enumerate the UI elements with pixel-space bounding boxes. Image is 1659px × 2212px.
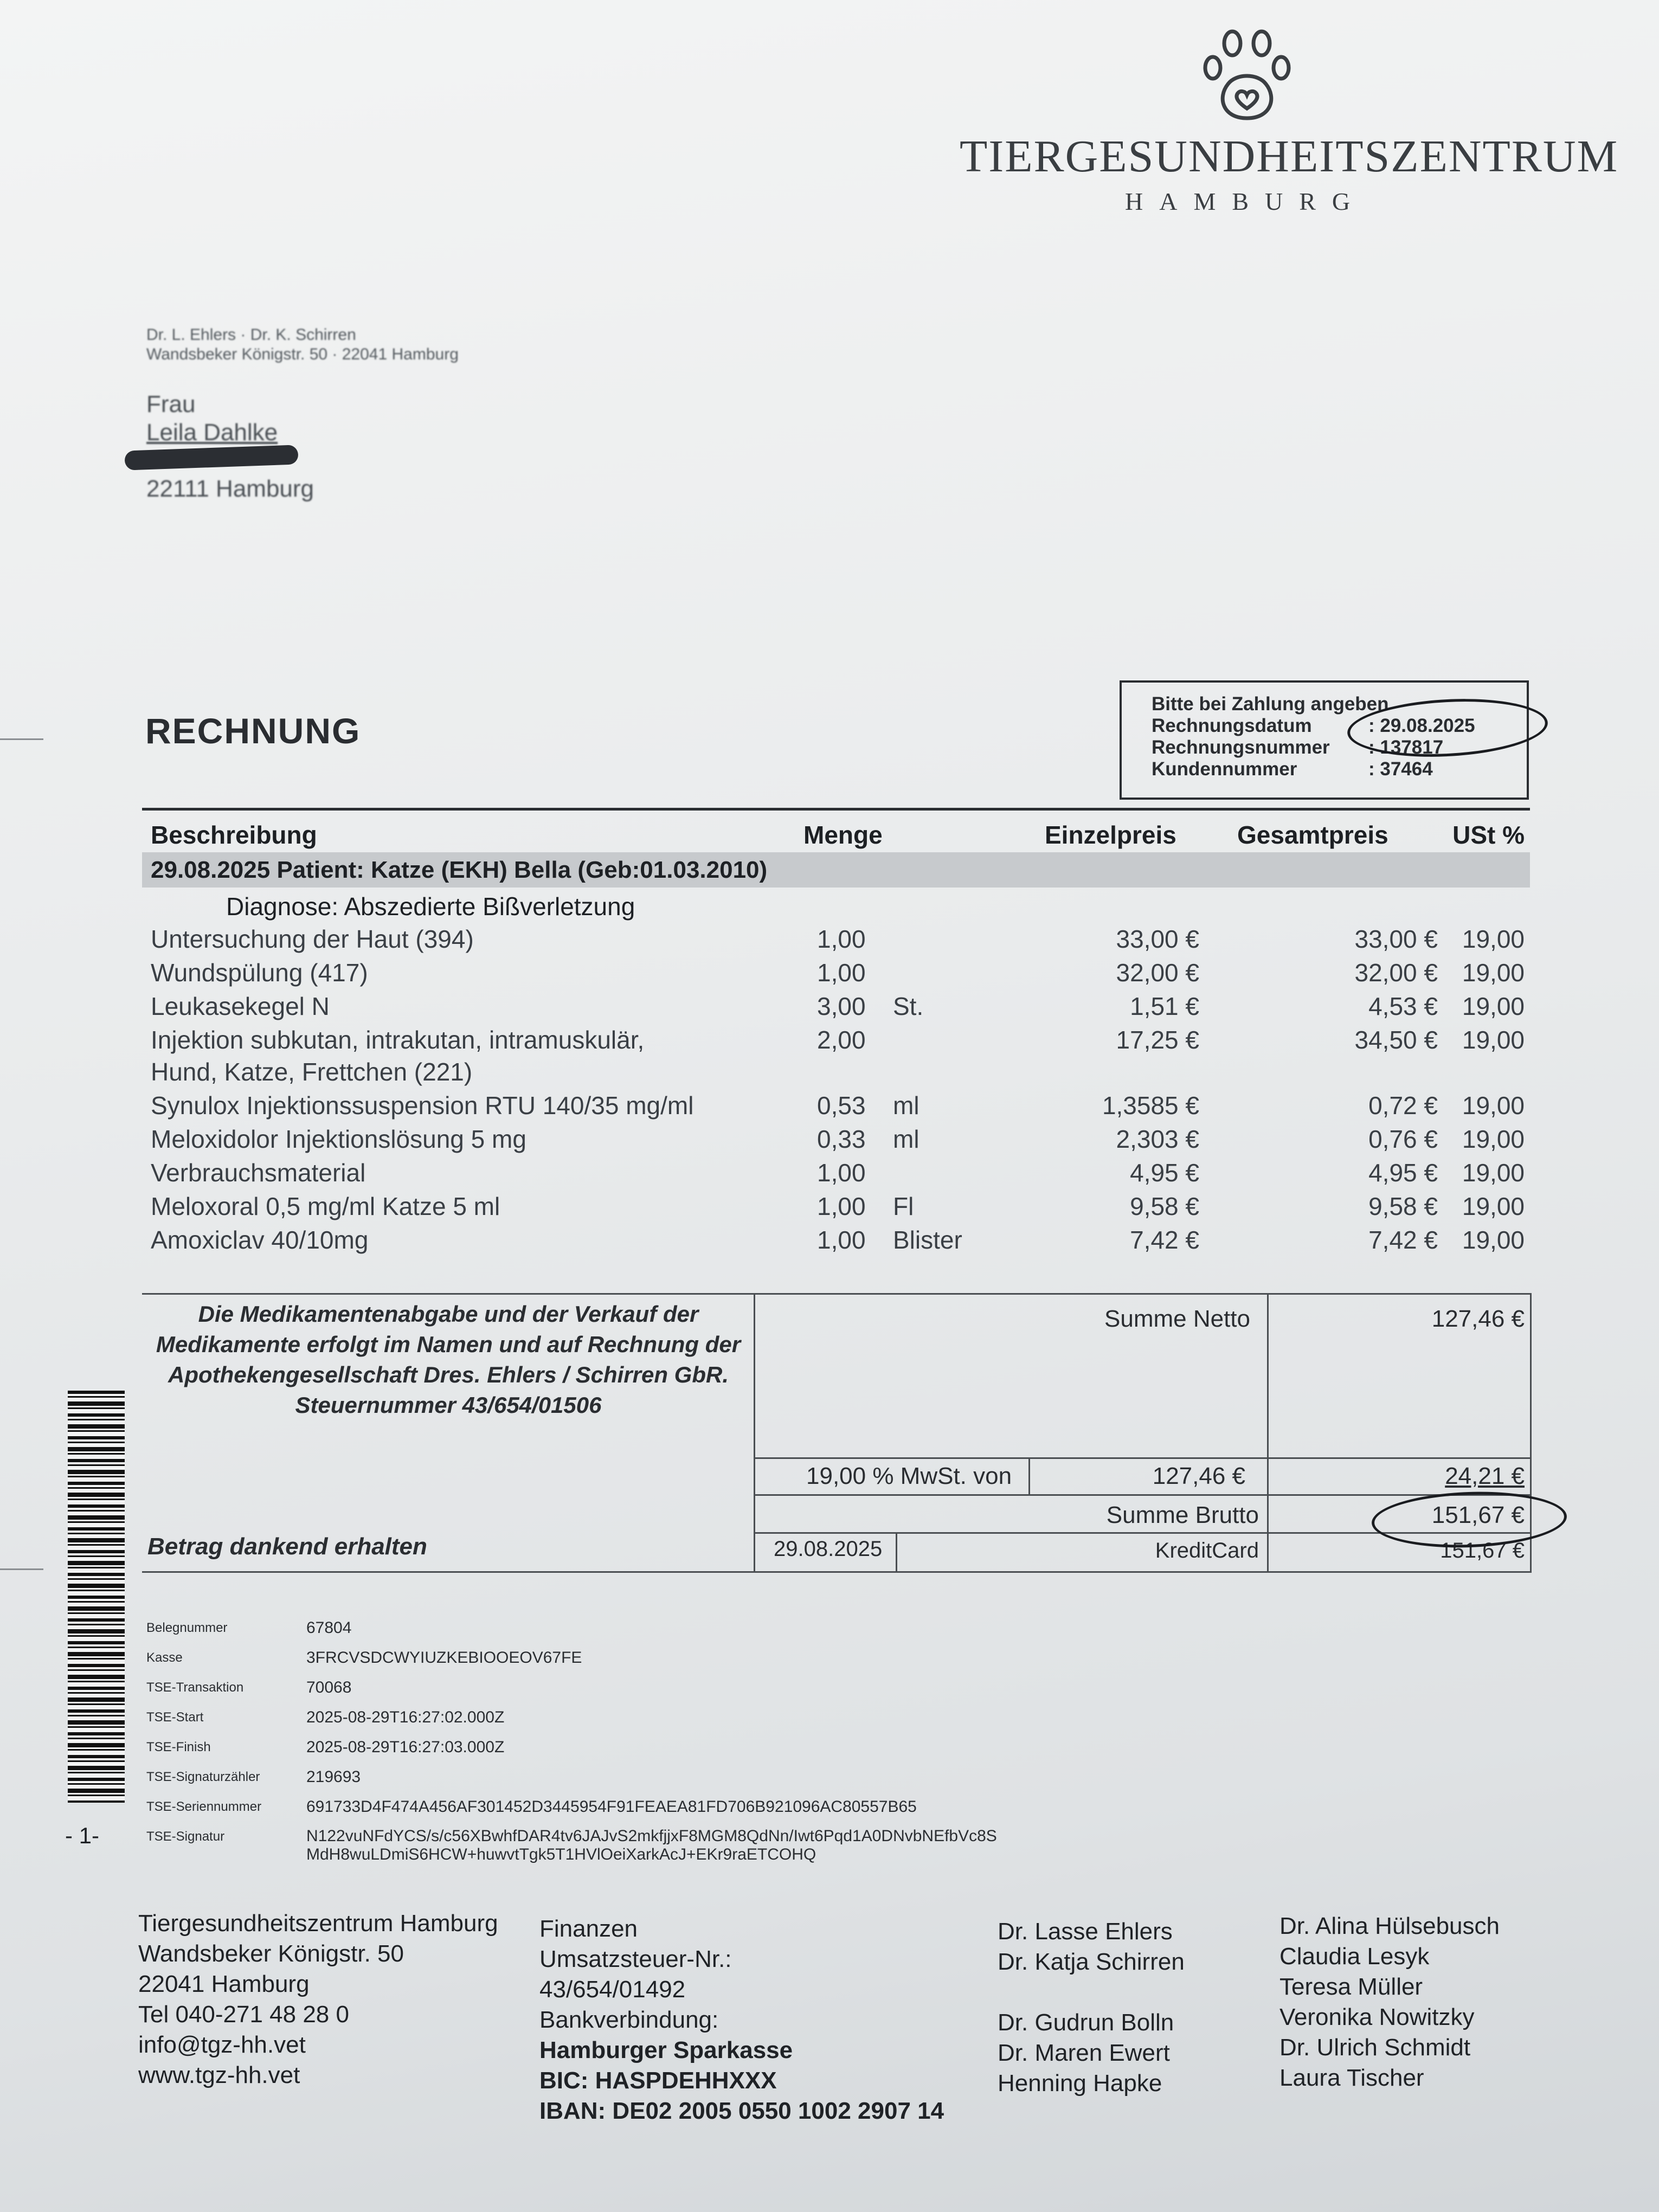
tse-label: TSE-Start — [146, 1710, 204, 1725]
invoice-number-label: Rechnungsnummer — [1152, 737, 1330, 758]
tse-label: Kasse — [146, 1650, 183, 1665]
row-total: 4,53 € — [1368, 992, 1438, 1020]
invoice-date-label: Rechnungsdatum — [1152, 715, 1312, 736]
tse-value: 2025-08-29T16:27:02.000Z — [306, 1708, 505, 1726]
row-vat: 19,00 — [1462, 1125, 1525, 1153]
clinic-city: HAMBURG — [1125, 188, 1367, 215]
row-unit-price: 9,58 € — [1130, 1192, 1199, 1220]
net-total-label: Summe Netto — [1104, 1306, 1250, 1332]
header-description: Beschreibung — [151, 821, 317, 849]
footer-finance — [539, 1914, 944, 2126]
footer-line: Dr. Gudrun Bolln — [998, 2009, 1174, 2036]
row-vat: 19,00 — [1462, 959, 1525, 987]
divider — [896, 1533, 897, 1571]
footer-line: Henning Hapke — [998, 2070, 1162, 2097]
invoice-date: : 29.08.2025 — [1368, 715, 1475, 736]
row-quantity: 1,00 — [817, 925, 866, 953]
row-unit-price: 4,95 € — [1130, 1159, 1199, 1187]
tse-label: TSE-Finish — [146, 1740, 211, 1754]
footer-line: Dr. Ulrich Schmidt — [1279, 2034, 1471, 2061]
tse-value: 3FRCVSDCWYIUZKEBIOOEOV67FE — [306, 1649, 582, 1667]
row-description: Synulox Injektionssuspension RTU 140/35 mg/ml — [151, 1091, 694, 1120]
tse-value: 67804 — [306, 1619, 352, 1637]
table-row — [142, 992, 1530, 1025]
row-description: Meloxoral 0,5 mg/ml Katze 5 ml — [151, 1192, 500, 1220]
footer-line: Laura Tischer — [1279, 2065, 1424, 2091]
row-total: 7,42 € — [1368, 1226, 1438, 1254]
footer-line: Dr. Maren Ewert — [998, 2040, 1170, 2066]
row-quantity: 0,33 — [817, 1125, 866, 1153]
row-total: 0,72 € — [1368, 1091, 1438, 1120]
sender-line: Wandsbeker Königstr. 50 · 22041 Hamburg — [146, 345, 459, 363]
footer-staff — [1279, 1911, 1500, 2093]
row-vat: 19,00 — [1462, 992, 1525, 1020]
table-row — [142, 1124, 1530, 1158]
row-description: Hund, Katze, Frettchen (221) — [151, 1058, 473, 1086]
gross-total: 151,67 € — [1431, 1502, 1525, 1528]
footer-line: Dr. Lasse Ehlers — [998, 1918, 1173, 1945]
tse-label: TSE-Signatur — [146, 1829, 225, 1844]
recipient-salutation: Frau — [146, 391, 196, 417]
tse-label: TSE-Signaturzähler — [146, 1770, 260, 1784]
tse-value: 219693 — [306, 1768, 361, 1786]
row-unit: ml — [893, 1125, 919, 1153]
table-row — [142, 958, 1530, 992]
tse-value: 2025-08-29T16:27:03.000Z — [306, 1738, 505, 1756]
diagnosis: Diagnose: Abszedierte Bißverletzung — [226, 892, 635, 921]
header-unit-price: Einzelpreis — [1045, 821, 1176, 849]
footer-bic: BIC: HASPDEHHXXX — [539, 2067, 777, 2094]
row-unit: Fl — [893, 1192, 914, 1220]
table-row — [142, 1225, 1530, 1259]
tse-label: TSE-Transaktion — [146, 1680, 244, 1695]
row-vat: 19,00 — [1462, 1226, 1525, 1254]
recipient-name: Leila Dahlke — [146, 419, 278, 446]
row-unit: Blister — [893, 1226, 962, 1254]
table-row — [142, 1091, 1530, 1124]
payment-method: KreditCard — [1155, 1539, 1259, 1562]
row-total: 32,00 € — [1354, 959, 1438, 987]
table-row — [142, 1192, 1530, 1225]
clinic-name: TIERGESUNDHEITSZENTRUM — [960, 131, 1619, 182]
row-quantity: 1,00 — [817, 959, 866, 987]
row-quantity: 1,00 — [817, 1192, 866, 1220]
customer-number: : 37464 — [1368, 758, 1433, 780]
tse-signature-line: N122vuNFdYCS/s/c56XBwhfDAR4tv6JAJvS2mkfjjxF8MGM8QdNn/Iwt6Pqd1A0DNvbNEfbVc8S — [306, 1827, 997, 1845]
tse-signature-line: MdH8wuLDmiS6HCW+huwvtTgk5T1HVlOeiXarkAcJ+EKr9raETCOHQ — [306, 1846, 816, 1863]
row-total: 0,76 € — [1368, 1125, 1438, 1153]
barcode-image — [68, 1391, 125, 1803]
footer-email: info@tgz-hh.vet — [138, 2031, 306, 2058]
row-unit-price: 1,3585 € — [1102, 1091, 1199, 1120]
header-vat: USt % — [1452, 821, 1525, 849]
net-total: 127,46 € — [1431, 1306, 1525, 1332]
row-description: Amoxiclav 40/10mg — [151, 1226, 369, 1254]
row-unit-price: 1,51 € — [1130, 992, 1199, 1020]
gross-total-label: Summe Brutto — [1106, 1502, 1259, 1528]
divider — [1267, 1295, 1269, 1571]
footer-iban: IBAN: DE02 2005 0550 1002 2907 14 — [539, 2098, 944, 2124]
header-quantity: Menge — [803, 821, 883, 849]
fold-mark — [0, 738, 43, 740]
info-note: Bitte bei Zahlung angeben — [1152, 693, 1389, 715]
footer-line: Tiergesundheitszentrum Hamburg — [138, 1910, 498, 1937]
footer-line: 22041 Hamburg — [138, 1971, 310, 1997]
row-description: Meloxidolor Injektionslösung 5 mg — [151, 1125, 526, 1153]
footer-line: Dr. Katja Schirren — [998, 1949, 1185, 1975]
row-total: 34,50 € — [1354, 1026, 1438, 1054]
row-unit: St. — [893, 992, 924, 1020]
divider — [1028, 1457, 1030, 1495]
tse-label: Belegnummer — [146, 1621, 228, 1635]
row-unit-price: 17,25 € — [1116, 1026, 1199, 1054]
row-quantity: 1,00 — [817, 1226, 866, 1254]
table-row — [142, 1025, 1530, 1059]
vat-base: 127,46 € — [1152, 1463, 1245, 1489]
row-vat: 19,00 — [1462, 925, 1525, 953]
footer-phone: Tel 040-271 48 28 0 — [138, 2001, 349, 2028]
row-unit-price: 32,00 € — [1116, 959, 1199, 987]
row-unit-price: 2,303 € — [1116, 1125, 1199, 1153]
row-description: Leukasekegel N — [151, 992, 330, 1020]
row-quantity: 3,00 — [817, 992, 866, 1020]
paw-heart-logo-icon — [1201, 27, 1293, 125]
row-total: 9,58 € — [1368, 1192, 1438, 1220]
row-total: 33,00 € — [1354, 925, 1438, 953]
footer-line: Finanzen — [539, 1915, 638, 1942]
tse-value: 70068 — [306, 1679, 352, 1696]
footer-line: Umsatzsteuer-Nr.: — [539, 1946, 732, 1972]
patient-row — [142, 852, 1530, 888]
footer-line: Dr. Alina Hülsebusch — [1279, 1913, 1500, 1939]
row-quantity: 0,53 — [817, 1091, 866, 1120]
row-unit: ml — [893, 1091, 919, 1120]
sender-address — [146, 325, 459, 364]
row-vat: 19,00 — [1462, 1192, 1525, 1220]
row-vat: 19,00 — [1462, 1159, 1525, 1187]
sender-line: Dr. L. Ehlers · Dr. K. Schirren — [146, 326, 356, 344]
medication-note: Die Medikamentenabgabe und der Verkauf der Medikamente erfolgt im Namen und auf Rechnung der Apothekengesellschaft Dres. Ehlers / Schirren GbR. Steuernummer 43/654/01506 — [156, 1301, 741, 1418]
paid-amount: 151,67 € — [1440, 1539, 1525, 1562]
footer-bank: Hamburger Sparkasse — [539, 2037, 793, 2063]
row-description: Verbrauchsmaterial — [151, 1159, 366, 1187]
tse-label: TSE-Seriennummer — [146, 1799, 262, 1814]
document-title: RECHNUNG — [145, 711, 361, 751]
table-row — [142, 1158, 1530, 1192]
invoice-number: : 137817 — [1368, 737, 1444, 758]
page-number: - 1- — [65, 1823, 99, 1848]
row-vat: 19,00 — [1462, 1026, 1525, 1054]
footer-address — [138, 1908, 498, 2091]
divider — [754, 1494, 1530, 1496]
table-row — [142, 924, 1530, 958]
footer-line: Bankverbindung: — [539, 2007, 719, 2033]
row-total: 4,95 € — [1368, 1159, 1438, 1187]
footer-spacer — [998, 1977, 1185, 2008]
vat-label: 19,00 % MwSt. von — [806, 1463, 1012, 1489]
tse-info — [146, 1613, 997, 1864]
vat-amount: 24,21 € — [1445, 1463, 1525, 1489]
row-quantity: 2,00 — [817, 1026, 866, 1054]
table-row — [142, 1057, 1530, 1091]
recipient-city: 22111 Hamburg — [146, 475, 314, 502]
footer-vets — [998, 1917, 1185, 2099]
customer-number-label: Kundennummer — [1152, 758, 1297, 780]
divider — [754, 1457, 1530, 1459]
tse-value: 691733D4F474A456AF301452D3445954F91FEAEA81FD706B921096AC80557B65 — [306, 1798, 917, 1816]
footer-line: Veronika Nowitzky — [1279, 2004, 1475, 2030]
row-description: Wundspülung (417) — [151, 959, 368, 987]
summary-box — [142, 1293, 1532, 1573]
row-unit-price: 33,00 € — [1116, 925, 1199, 953]
footer-line: Wandsbeker Königstr. 50 — [138, 1940, 404, 1967]
paid-label: Betrag dankend erhalten — [147, 1533, 427, 1560]
paid-date: 29.08.2025 — [774, 1537, 883, 1561]
row-vat: 19,00 — [1462, 1091, 1525, 1120]
patient-info: 29.08.2025 Patient: Katze (EKH) Bella (Geb:01.03.2010) — [151, 857, 768, 883]
header-total-price: Gesamtpreis — [1237, 821, 1388, 849]
row-unit-price: 7,42 € — [1130, 1226, 1199, 1254]
footer-website: www.tgz-hh.vet — [138, 2062, 300, 2088]
table-header — [142, 808, 1530, 855]
footer-line: Teresa Müller — [1279, 1973, 1423, 2000]
footer-line: 43/654/01492 — [539, 1976, 686, 2003]
divider — [754, 1295, 755, 1571]
row-quantity: 1,00 — [817, 1159, 866, 1187]
fold-mark — [0, 1568, 43, 1570]
footer-line: Claudia Lesyk — [1279, 1943, 1430, 1970]
tse-signature — [306, 1822, 997, 1864]
row-description: Untersuchung der Haut (394) — [151, 925, 474, 953]
row-description: Injektion subkutan, intrakutan, intramuskulär, — [151, 1026, 645, 1054]
